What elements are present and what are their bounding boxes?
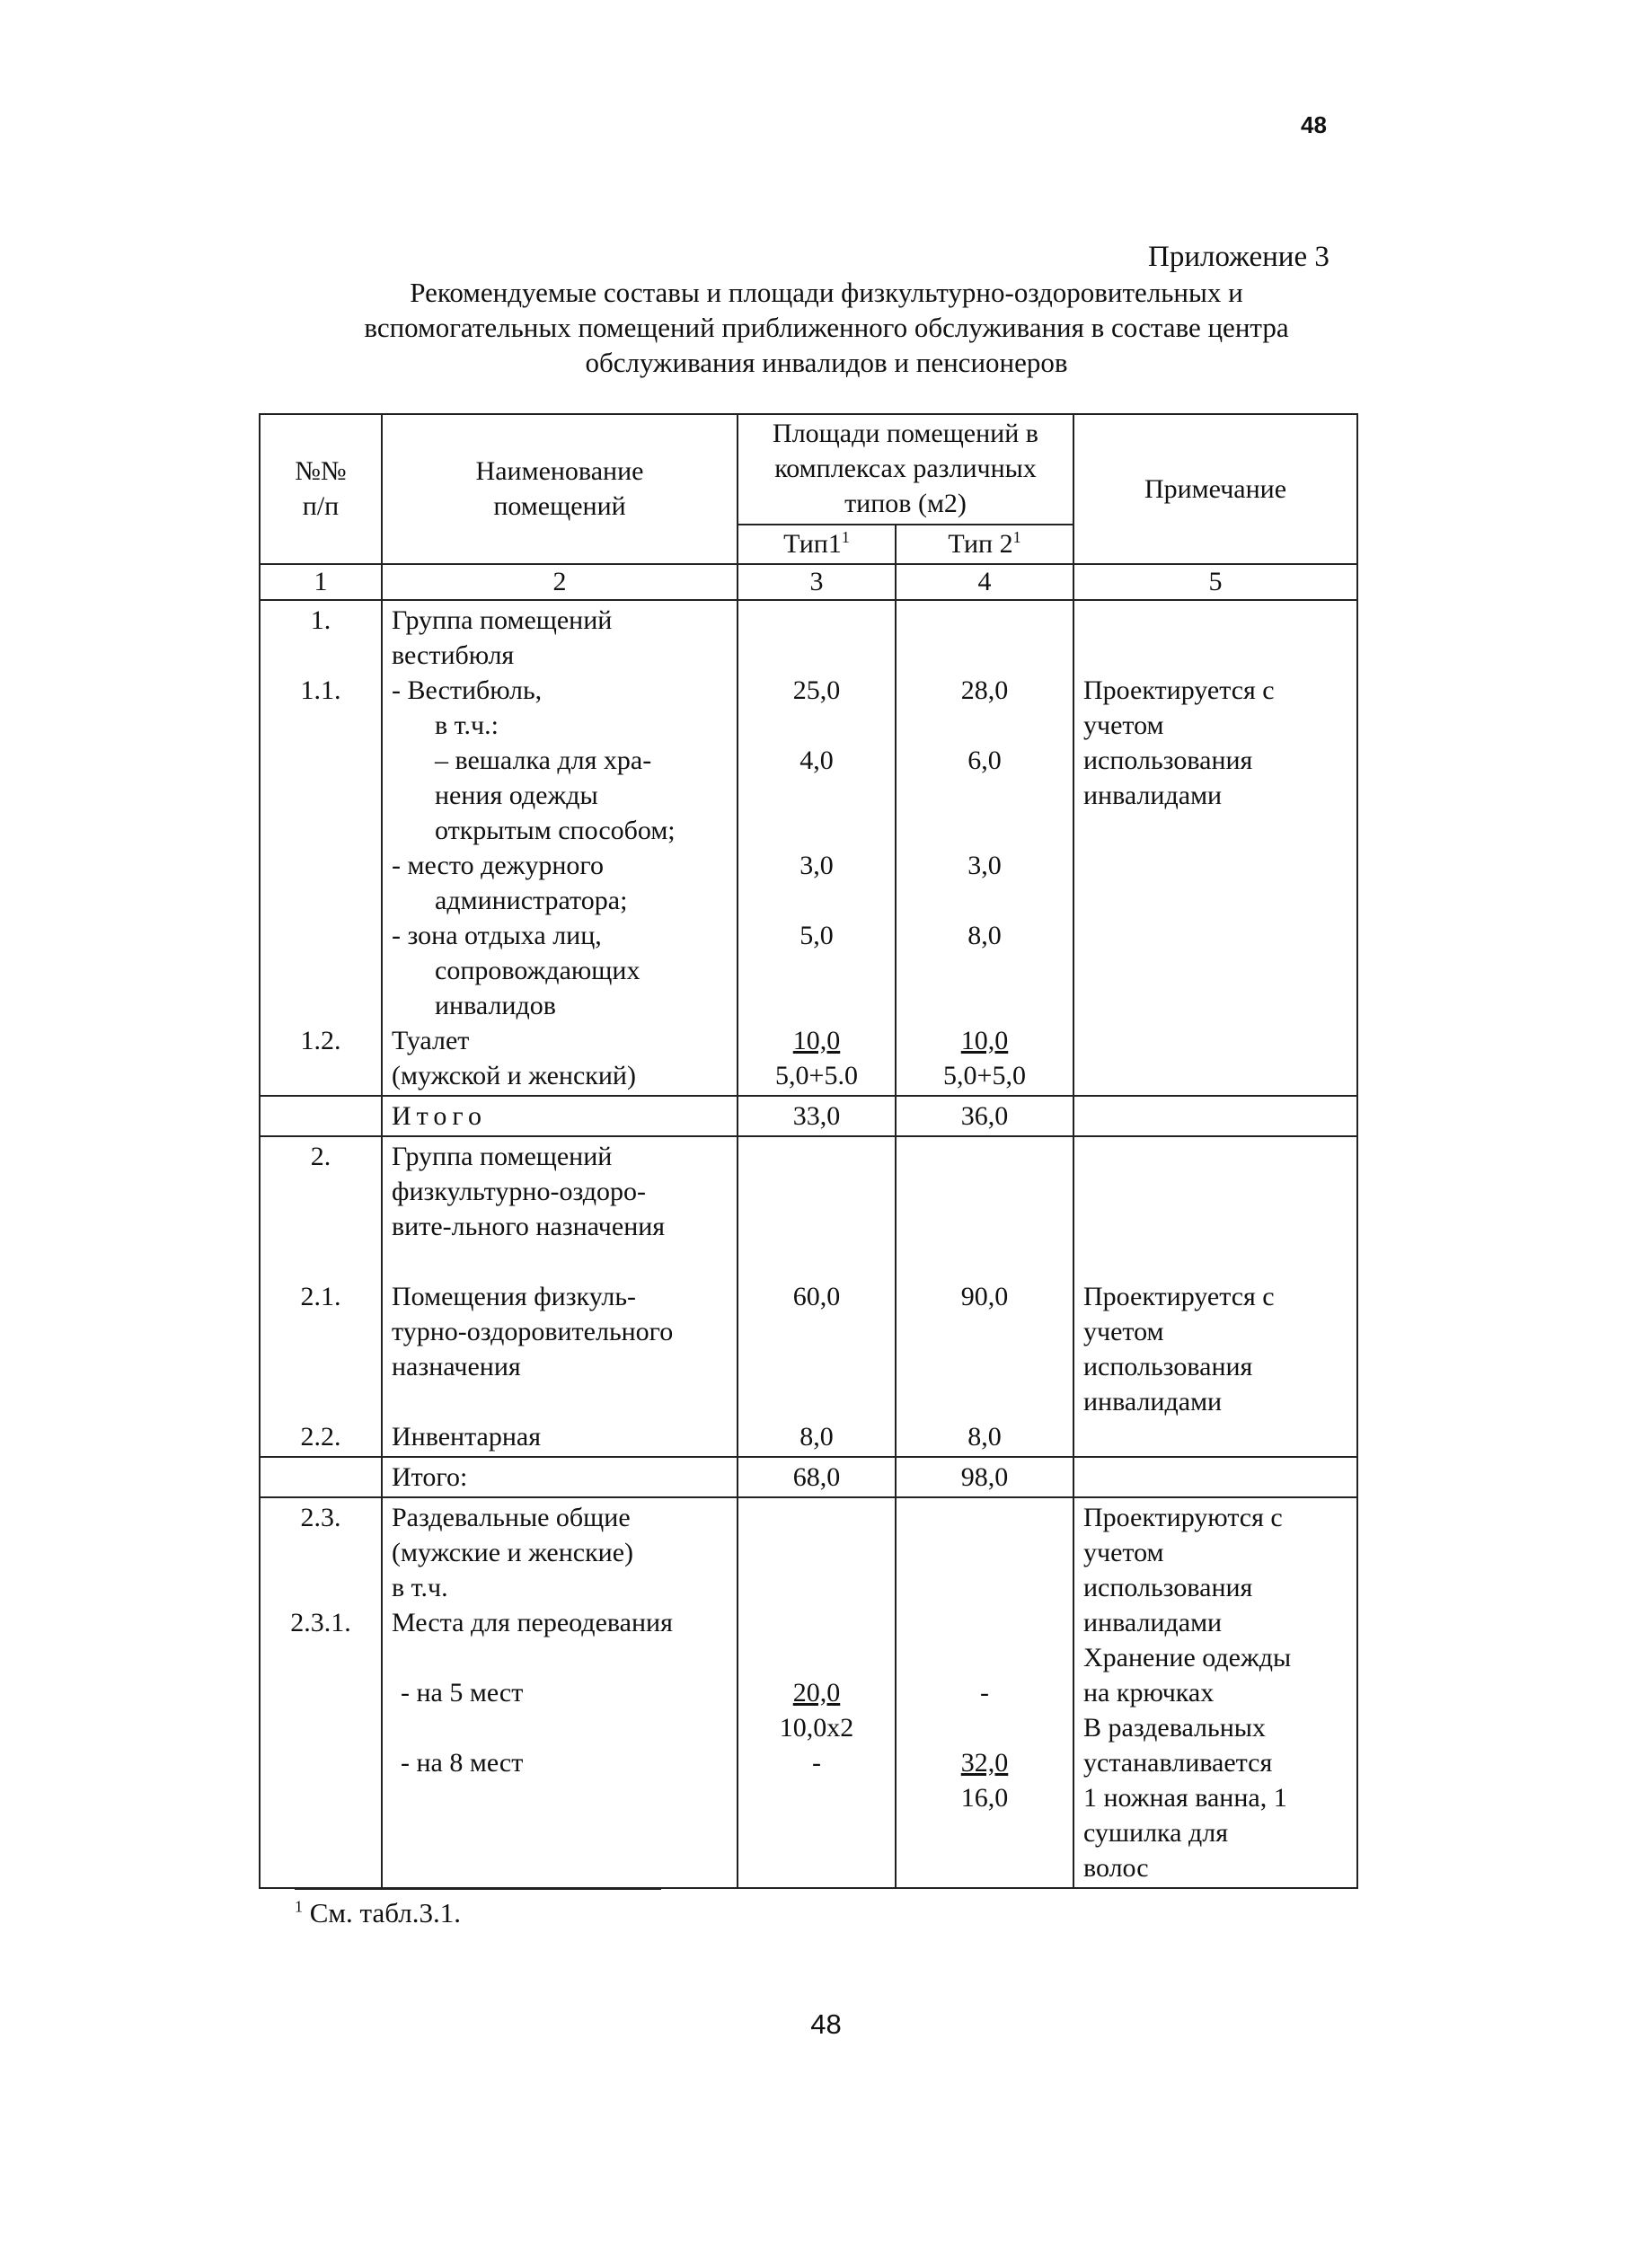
col-number: 2	[382, 564, 738, 600]
group1-row	[260, 600, 1357, 1096]
group3-type1-cell: 20,0 10,0х2 -	[738, 1497, 896, 1888]
col-number: 1	[260, 564, 382, 600]
total1-type1: 33,0	[738, 1096, 896, 1136]
footnote-text: См. табл.3.1.	[309, 1897, 461, 1928]
group1-type2-cell: 28,0 6,0 3,0 8,0 10,0 5,0+5,0	[896, 600, 1073, 1096]
col-number: 5	[1073, 564, 1357, 600]
group2-name-cell: Группа помещений физкультурно-оздоро- вите-льного назначения Помещения физкуль- турно-оздоровительного назначения Инвентарная	[382, 1136, 738, 1457]
footnote-mark: 1	[295, 1897, 303, 1916]
title-line: обслуживания инвалидов и пенсионеров	[585, 347, 1068, 378]
group3-note-cell: Проектируются с учетом использования инвалидами Хранение одежды на крючках В раздевальных устанавливается 1 ножная ванна, 1 сушилка для волос	[1073, 1497, 1357, 1888]
header-note: Примечание	[1073, 414, 1357, 564]
header-area: Площади помещений в комплексах различных типов (м2)	[738, 414, 1073, 525]
group2-row	[260, 1136, 1357, 1457]
group1-num-cell: 1. 1.1. 1.2.	[260, 600, 382, 1096]
group2-type2-cell: 90,0 8,0	[896, 1136, 1073, 1457]
rooms-table	[259, 413, 1358, 1889]
page-number-bottom: 48	[810, 2008, 842, 2040]
col-number: 4	[896, 564, 1073, 600]
title-line: вспомогательных помещений приближенного обслуживания в составе центра	[364, 312, 1289, 343]
header-num: №№ п/п	[260, 414, 382, 564]
total2-type1: 68,0	[738, 1457, 896, 1497]
footnote-divider	[295, 1888, 661, 1890]
total2-label: Итого:	[382, 1457, 738, 1497]
document-title	[305, 275, 1347, 380]
column-number-row	[260, 564, 1357, 600]
col-number: 3	[738, 564, 896, 600]
group2-note-cell: Проектируется с учетом использования инвалидами	[1073, 1136, 1357, 1457]
page-number-top: 48	[1301, 111, 1327, 138]
header-type1: $Тип1^1$	[738, 525, 896, 564]
header-row	[260, 414, 1357, 525]
group2-type1-cell: 60,0 8,0	[738, 1136, 896, 1457]
group3-name-cell: Раздевальные общие (мужские и женские) в т.ч. Места для переодевания - на 5 мест - на 8 мест	[382, 1497, 738, 1888]
group1-note-cell: Проектируется с учетом использования инвалидами	[1073, 600, 1357, 1096]
header-name: Наименование помещений	[382, 414, 738, 564]
group3-row	[260, 1497, 1357, 1888]
header-type2: Тип $2^1$	[896, 525, 1073, 564]
total1-label: Итого	[382, 1096, 738, 1136]
group1-type1-cell: 25,0 4,0 3,0 5,0 10,0 5,0+5.0	[738, 600, 896, 1096]
group2-num-cell: 2. 2.1. 2.2.	[260, 1136, 382, 1457]
group1-name-cell: Группа помещений вестибюля - Вестибюль, в т.ч.: – вешалка для хра- нения одежды открытым способом; - место дежурного администратора; - зона отдыха лиц, сопровождающих инвалидов Туалет (мужской и женский)	[382, 600, 738, 1096]
total1-type2: 36,0	[896, 1096, 1073, 1136]
footnote	[295, 1897, 461, 1929]
group3-num-cell: 2.3. 2.3.1.	[260, 1497, 382, 1888]
total2-type2: 98,0	[896, 1457, 1073, 1497]
appendix-label: Приложение 3	[1148, 241, 1330, 273]
total1-row	[260, 1096, 1357, 1136]
group3-type2-cell: - 32,0 16,0	[896, 1497, 1073, 1888]
title-line: Рекомендуемые составы и площади физкультурно-оздоровительных и	[410, 277, 1243, 308]
total2-row	[260, 1457, 1357, 1497]
